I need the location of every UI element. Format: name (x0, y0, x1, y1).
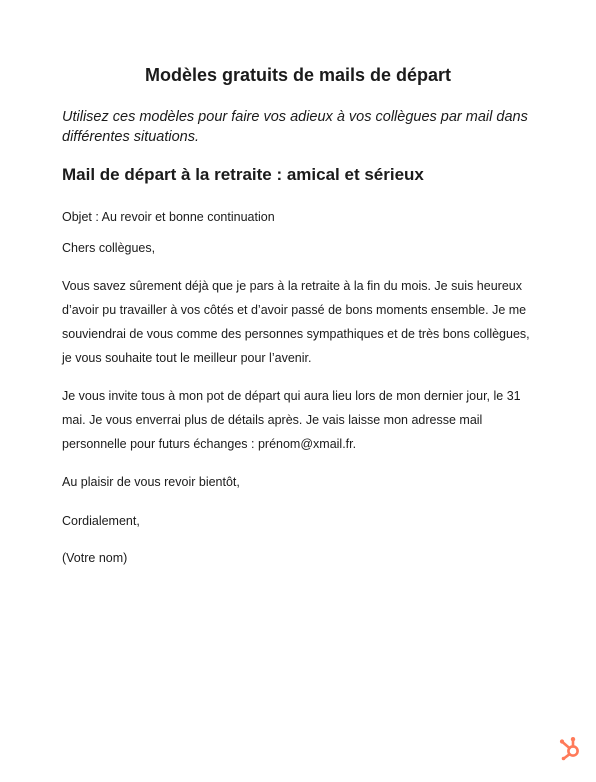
email-closing: Au plaisir de vous revoir bientôt, (62, 475, 240, 489)
email-subject: Objet : Au revoir et bonne continuation (62, 210, 275, 224)
document-title: Modèles gratuits de mails de départ (144, 65, 452, 85)
email-paragraph-2: Je vous invite tous à mon pot de départ qui aura lieu lors de mon dernier jour, le 31 mai. Je vous enverrai plus de détails après. Je vais laisse mon adresse mail personnelle pour futurs échanges : prénom@xmail.fr. (62, 389, 521, 451)
email-greeting: Chers collègues, (62, 241, 156, 255)
section-heading: Mail de départ à la retraite : amical et sérieux (62, 165, 424, 184)
email-paragraph-1: Vous savez sûrement déjà que je pars à la retraite à la fin du mois. Je suis heureux d’avoir pu travailler à vos côtés et d’avoir passé de bons moments ensemble. Je me souviendrai de vous comme des personnes sympathiques et de très bons collègues, je vous souhaite tout le meilleur pour l’avenir. (62, 279, 530, 365)
hubspot-sprocket-icon (558, 735, 584, 761)
document-intro: Utilisez ces modèles pour faire vos adieux à vos collègues par mail dans différentes situations. (62, 109, 528, 145)
email-signature: (Votre nom) (62, 551, 128, 565)
email-regards: Cordialement, (62, 514, 140, 528)
